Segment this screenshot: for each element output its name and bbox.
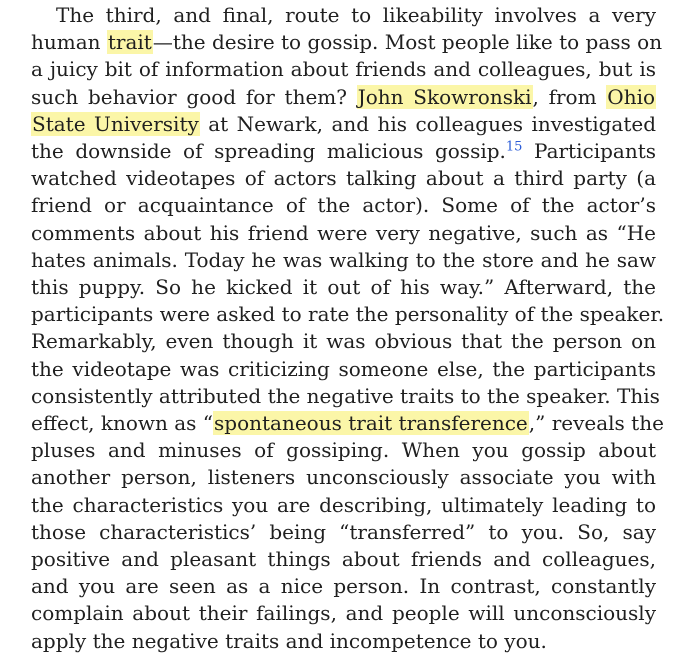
text-run: Participants: [522, 139, 656, 163]
text-run: hates animals. Today he was walking to the store and he saw: [31, 247, 656, 272]
text-line: [31, 573, 656, 600]
text-line: [31, 437, 656, 464]
text-run: ,” reveals the: [528, 411, 664, 435]
text-run: watched videotapes of actors talking about a third party (a: [31, 166, 656, 191]
text-line: [31, 84, 656, 111]
text-run: the videotape was criticizing someone else, the participants: [31, 356, 656, 381]
text-run: at Newark, and his colleagues investigated: [199, 111, 656, 136]
highlighted-text: State University: [32, 111, 199, 136]
text-run: —the desire to gossip. Most people like to pass on: [152, 30, 663, 55]
text-line: [31, 383, 660, 410]
text-line: [31, 165, 656, 192]
text-line: [31, 29, 663, 56]
text-run: another person, listeners unconsciously associate you with: [31, 465, 656, 490]
highlighted-text: John Skowronski: [357, 84, 532, 109]
text-line: [56, 2, 656, 29]
highlighted-text: trait: [107, 30, 152, 55]
text-run: apply the negative traits and incompetence to you.: [31, 628, 547, 653]
text-run: comments about his friend were very negative, such as “He: [31, 220, 656, 245]
text-run: such behavior good for them?: [31, 84, 357, 109]
text-line: [31, 301, 665, 328]
text-run: this puppy. So he kicked it out of his way.” Afterward, the: [31, 275, 656, 299]
text-run: positive and pleasant things about friends and colleagues,: [31, 547, 656, 571]
text-run: the characteristics you are describing, ultimately leading to: [31, 492, 656, 517]
text-run: human: [31, 30, 107, 55]
text-line: [31, 628, 656, 655]
text-line: [31, 492, 656, 519]
text-run: participants were asked to rate the personality of the speaker.: [31, 302, 665, 327]
highlighted-text: Ohio: [607, 84, 656, 109]
text-run: a juicy bit of information about friends and colleagues, but is: [31, 57, 656, 82]
highlighted-text: spontaneous trait transference: [214, 411, 528, 435]
text-run: effect, known as “: [31, 411, 214, 435]
text-run: and you are seen as a nice person. In contrast, constantly: [31, 574, 656, 599]
text-line: [31, 247, 656, 274]
footnote-link[interactable]: 15: [505, 139, 523, 155]
text-run: Remarkably, even though it was obvious that the person on: [31, 329, 656, 354]
text-run: those characteristics’ being “transferred” to you. So, say: [31, 519, 656, 544]
text-run: The third, and final, route to likeability involves a very: [56, 3, 656, 27]
text-line: [31, 111, 656, 138]
text-line: [31, 138, 656, 165]
text-run: complain about their failings, and people will unconsciously: [31, 601, 656, 626]
text-line: [31, 274, 656, 301]
text-line: [31, 328, 656, 355]
text-line: [31, 56, 656, 83]
text-line: [31, 600, 656, 627]
text-run: pluses and minuses of gossiping. When you gossip about: [31, 438, 656, 463]
text-run: the downside of spreading malicious gossip.: [31, 139, 506, 163]
text-run: , from: [532, 84, 607, 109]
text-run: consistently attributed the negative traits to the speaker. This: [31, 383, 660, 408]
text-line: [31, 410, 664, 437]
text-line: [31, 519, 656, 546]
text-run: friend or acquaintance of the actor). Some of the actor’s: [31, 193, 656, 218]
text-line: [31, 220, 656, 247]
text-line: [31, 192, 656, 219]
text-line: [31, 356, 656, 383]
text-line: [31, 546, 656, 573]
text-line: [31, 464, 656, 491]
